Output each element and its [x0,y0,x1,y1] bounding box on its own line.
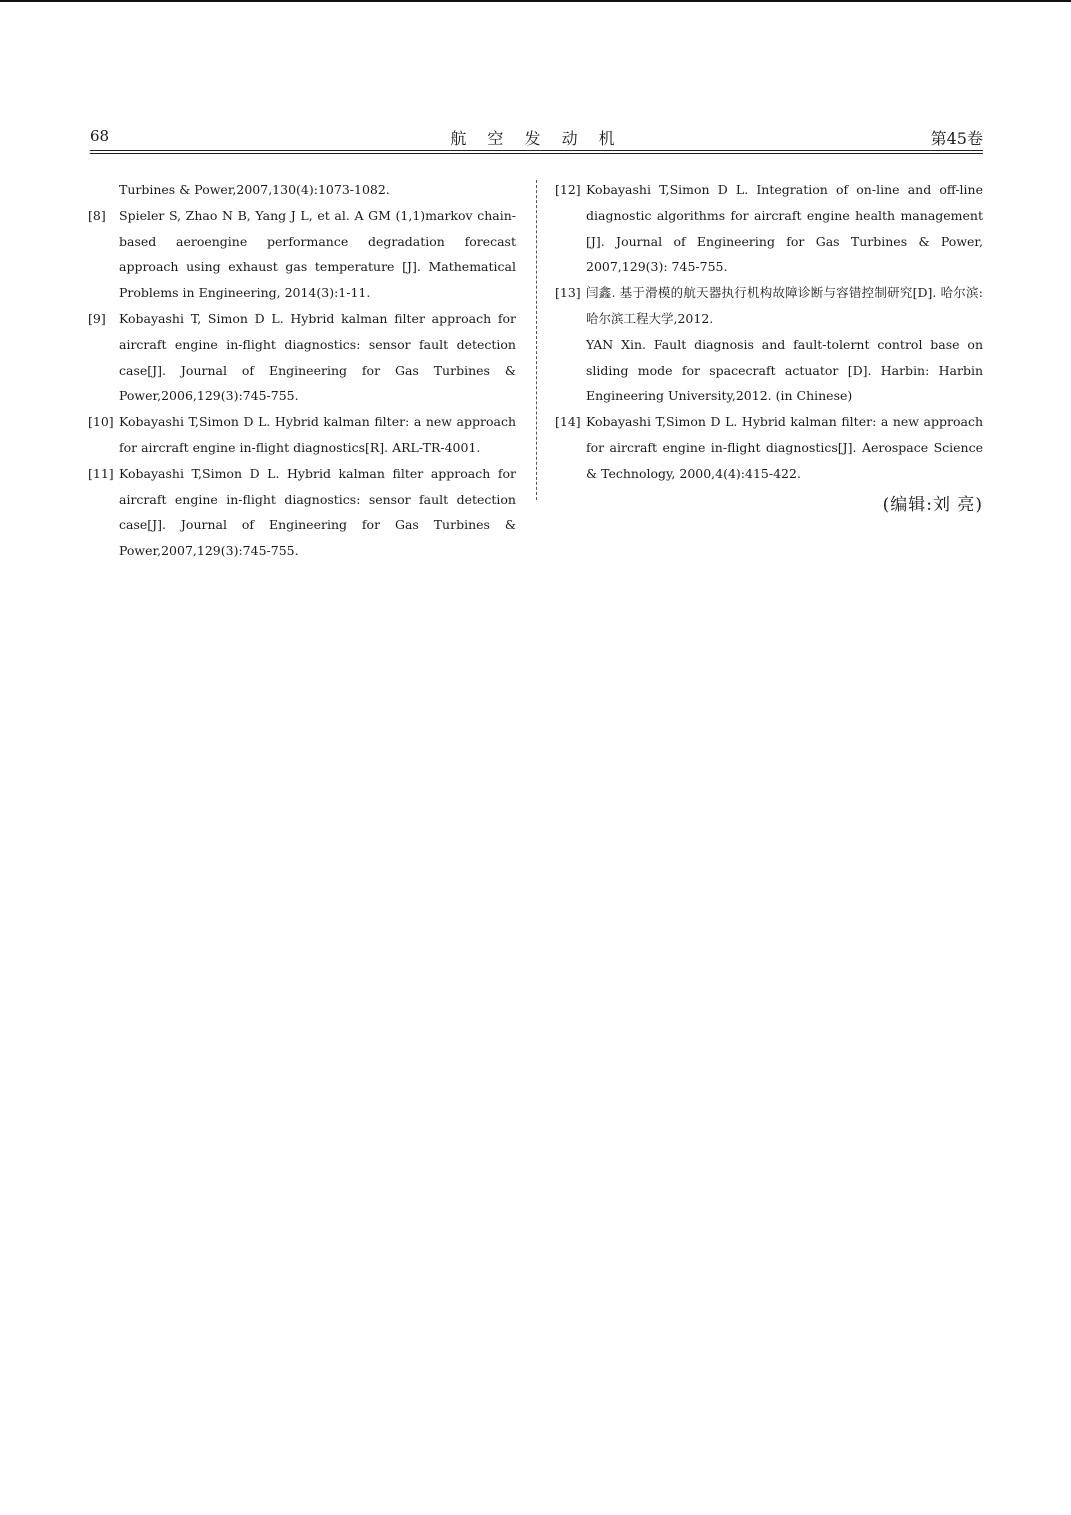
reference-14 [555,409,983,486]
page-header [90,126,983,148]
reference-number: [11] [88,465,114,481]
reference-10 [88,409,516,461]
editor-credit: (编辑:刘 亮) [882,494,983,515]
reference-number: [13] [555,285,581,301]
reference-text: Kobayashi T,Simon D L. Hybrid kalman filter approach for aircraft engine in-flight diagnostics: sensor fault detection case[J]. Journal of Engineering for Gas Turbines & Power,2007,129(3):745-755. [119,465,516,559]
reference-text: Kobayashi T,Simon D L. Hybrid kalman filter: a new approach for aircraft engine in-flight diagnostics[R]. ARL-TR-4001. [119,414,516,455]
reference-8 [88,203,516,306]
header-rule-top [90,150,983,151]
reference-13 [555,280,983,332]
reference-9 [88,306,516,409]
reference-continuation: Turbines & Power,2007,130(4):1073-1082. [119,182,390,197]
reference-text: 闫鑫. 基于滑模的航天器执行机构故障诊断与容错控制研究[D]. 哈尔滨:哈尔滨工程大学,2012. [586,285,983,326]
page-number: 68 [90,127,110,145]
left-column [88,177,516,564]
reference-number: [14] [555,414,581,430]
reference-text: Kobayashi T, Simon D L. Hybrid kalman filter approach for aircraft engine in-flight diagnostics: sensor fault detection case[J]. Journal of Engineering for Gas Turbines & Power,2006,129(3):745-755. [119,310,516,404]
reference-number: [10] [88,414,114,430]
reference-text: Spieler S, Zhao N B, Yang J L, et al. A GM (1,1)markov chain-based aeroengine performance degradation forecast approach using exhaust gas temperature [J]. Mathematical Problems in Engineering, 2014(3):1-11. [119,207,516,301]
reference-11 [88,461,516,564]
volume-label: 第45卷 [930,129,983,148]
column-divider [536,180,537,500]
header-rule-bottom [90,153,983,154]
reference-number: [9] [88,310,106,326]
top-border-line [0,0,1071,2]
right-column [555,177,983,518]
reference-12 [555,177,983,280]
reference-text: Kobayashi T,Simon D L. Hybrid kalman filter: a new approach for aircraft engine in-flight diagnostics[J]. Aerospace Science & Technology, 2000,4(4):415-422. [586,414,983,481]
reference-number: [8] [88,207,106,223]
reference-13-english: YAN Xin. Fault diagnosis and fault-tolernt control base on sliding mode for spacecraft actuator [D]. Harbin: Harbin Engineering University,2012. (in Chinese) [586,336,983,404]
journal-title: 航 空 发 动 机 [450,129,623,148]
reference-number: [12] [555,182,581,197]
reference-text: Kobayashi T,Simon D L. Integration of on-line and off-line diagnostic algorithms for aircraft engine health management [J]. Journal of Engineering for Gas Turbines & Power, 2007,129(3): 745-755. [586,182,983,275]
